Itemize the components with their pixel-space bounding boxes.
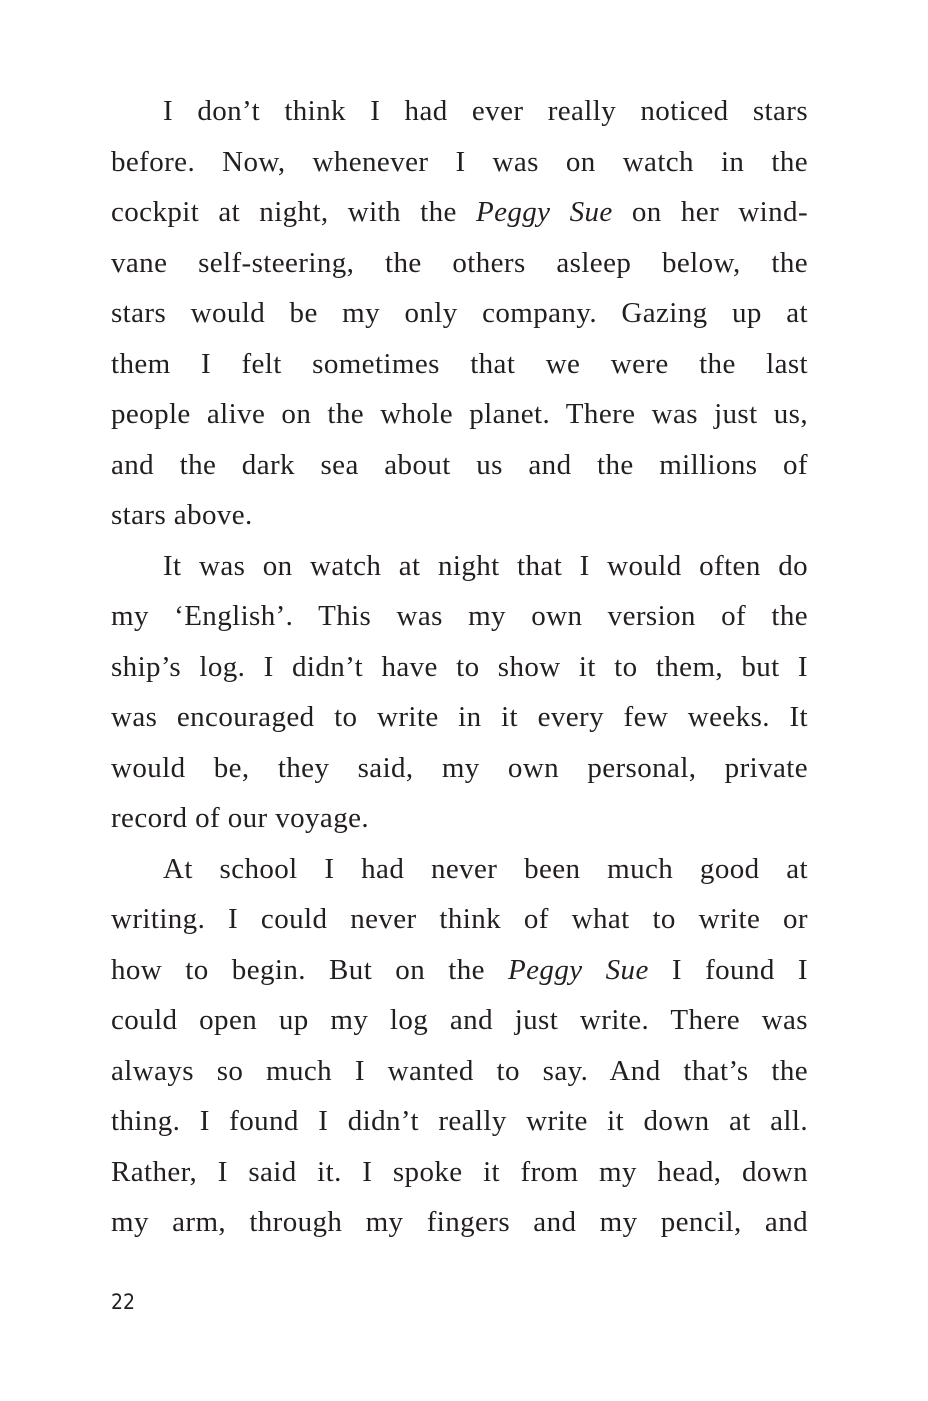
text-line (111, 389, 808, 440)
text-segment: It was on watch at night that I would often do (163, 549, 808, 582)
text-line (111, 995, 808, 1046)
text-segment: was encouraged to write in it every few weeks. It (111, 701, 808, 733)
text-line (111, 692, 808, 743)
text-segment: thing. I found I didn’t really write it down at all. (111, 1105, 808, 1137)
page-number: 22 (111, 1290, 136, 1314)
text-line (111, 894, 808, 945)
text-line (111, 1147, 808, 1198)
text-segment: cockpit at night, with the (111, 196, 476, 228)
text-line (111, 591, 808, 642)
text-segment: I found I (648, 953, 808, 986)
text-line (111, 844, 808, 895)
body-text (111, 86, 808, 1248)
text-segment: and the dark sea about us and the millions of (111, 448, 808, 481)
text-segment: my arm, through my fingers and my pencil, and (111, 1206, 808, 1238)
text-line (111, 793, 808, 844)
text-line (111, 440, 808, 491)
text-line (111, 1096, 808, 1147)
text-line (111, 945, 808, 996)
text-segment: Rather, I said it. I spoke it from my head, down (111, 1155, 808, 1188)
text-line (111, 743, 808, 794)
text-line (111, 137, 808, 188)
text-segment: how to begin. But on the (111, 953, 509, 986)
text-segment: people alive on the whole planet. There was just us, (111, 398, 808, 430)
text-line (111, 187, 808, 238)
text-segment: my ‘English’. This was my own version of the (111, 600, 808, 632)
text-segment: At school I had never been much good at (163, 852, 808, 885)
text-segment: stars would be my only company. Gazing up at (111, 297, 808, 329)
text-line (111, 1197, 808, 1248)
text-line (111, 541, 808, 592)
text-line (111, 288, 808, 339)
italic-title: Peggy Sue (508, 953, 649, 986)
text-segment: ship’s log. I didn’t have to show it to them, but I (111, 650, 808, 683)
text-segment: would be, they said, my own personal, private (111, 751, 808, 784)
text-segment: could open up my log and just write. There was (111, 1004, 808, 1036)
text-segment: always so much I wanted to say. And that’s the (111, 1054, 808, 1087)
text-segment: stars above. (111, 499, 253, 531)
text-segment: on her wind- (612, 196, 809, 228)
text-segment: them I felt sometimes that we were the last (111, 347, 808, 380)
text-segment: I don’t think I had ever really noticed stars (163, 95, 808, 127)
text-line (111, 339, 808, 390)
text-segment: before. Now, whenever I was on watch in the (111, 145, 808, 178)
text-line (111, 490, 808, 541)
italic-title: Peggy Sue (475, 196, 613, 228)
text-segment: record of our voyage. (111, 802, 370, 834)
text-line (111, 238, 808, 289)
text-segment: vane self-steering, the others asleep below, the (111, 246, 808, 279)
text-line (111, 642, 808, 693)
text-line (111, 1046, 808, 1097)
text-segment: writing. I could never think of what to write or (111, 903, 808, 935)
text-line (111, 86, 808, 137)
